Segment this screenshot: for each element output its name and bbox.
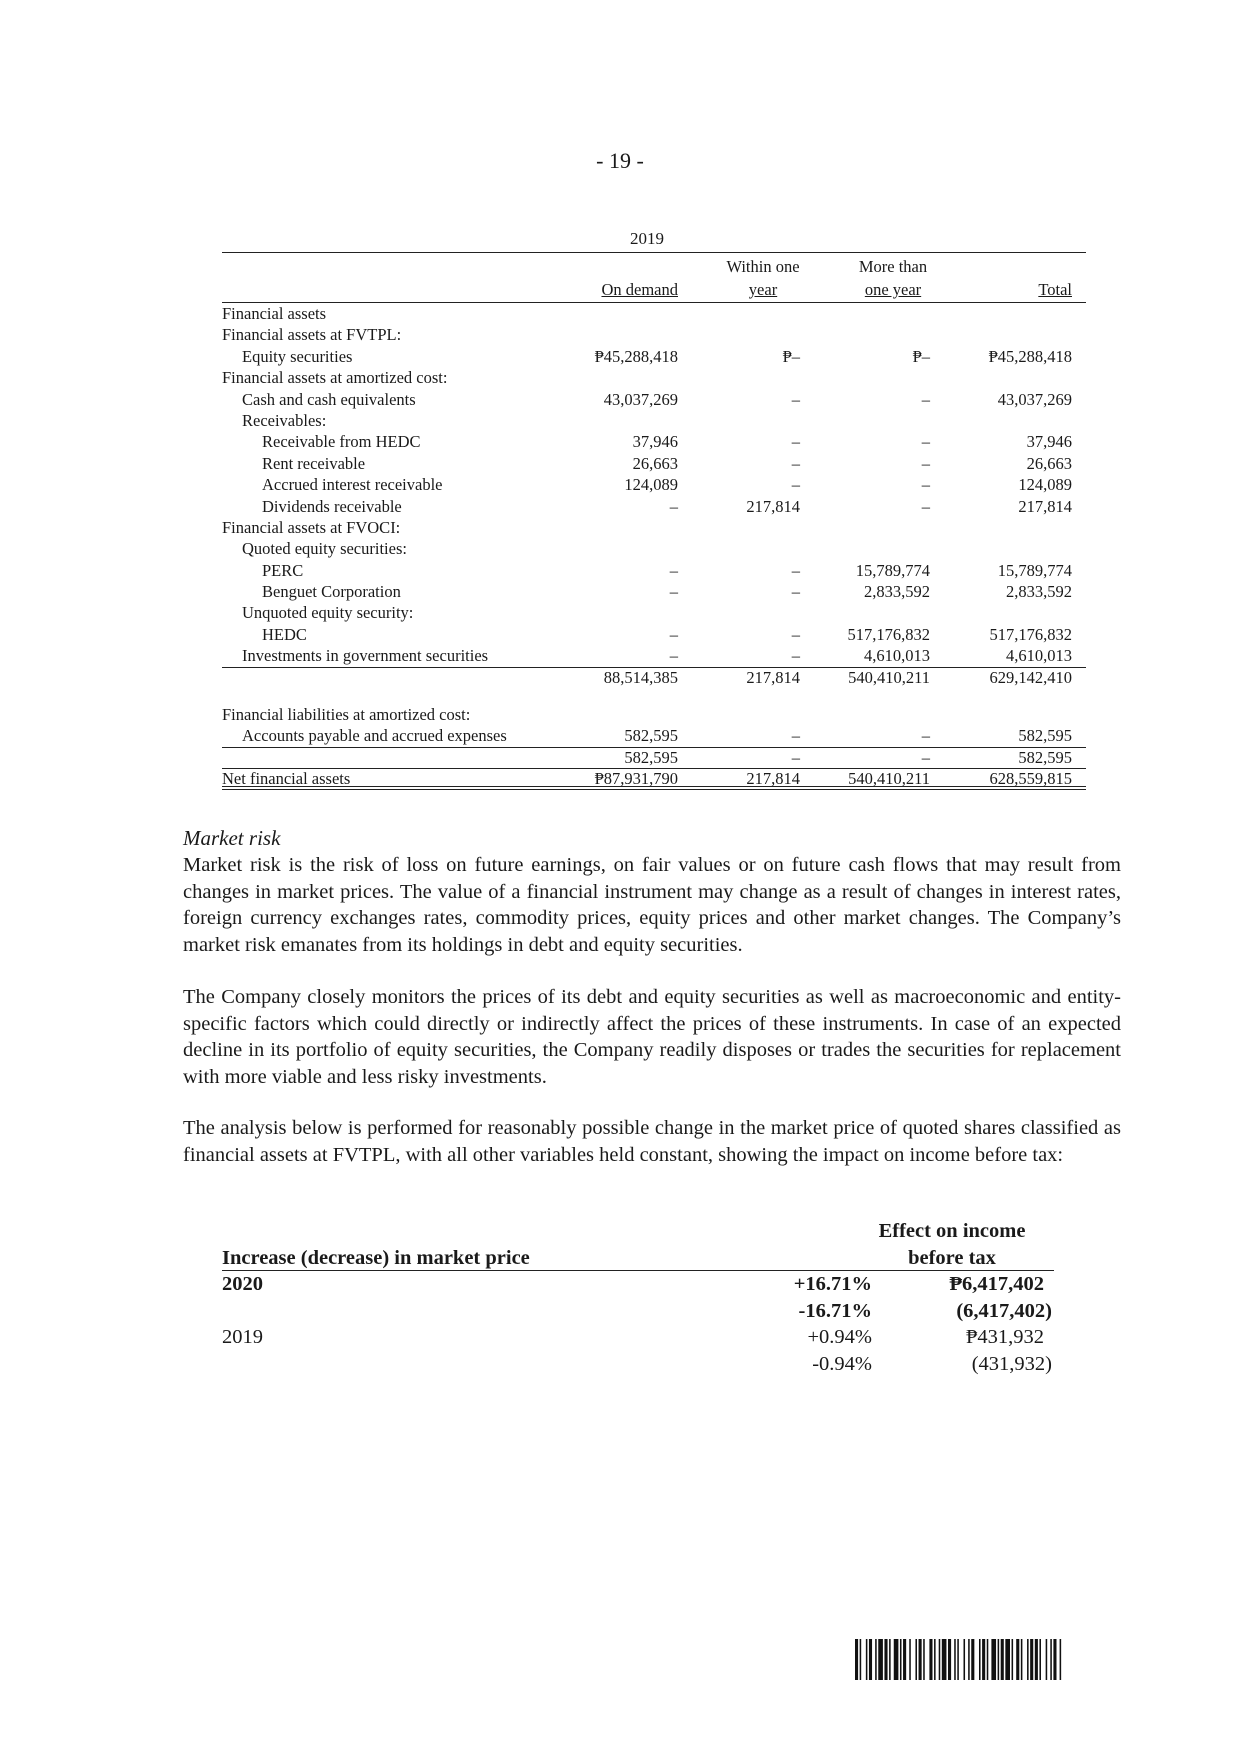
cell-total: ₱45,288,418 <box>988 346 1072 366</box>
market-risk-title: Market risk <box>183 826 281 850</box>
column-headers <box>222 253 1086 303</box>
row-label: PERC <box>262 560 304 580</box>
cell-on-demand: – <box>669 624 678 644</box>
cell-total: 26,663 <box>1026 453 1072 473</box>
table-row <box>222 346 1086 367</box>
cell-more-than-one-year: – <box>921 389 930 409</box>
table-row <box>222 538 1086 559</box>
cell-total: 217,814 <box>1018 496 1072 516</box>
cell-within-one-year: 217,814 <box>746 769 800 789</box>
table-row <box>222 431 1086 452</box>
row-label: Quoted equity securities: <box>242 539 407 559</box>
cell-within-one-year: 217,814 <box>746 667 800 687</box>
row-label: Receivables: <box>242 410 327 430</box>
table-row <box>222 303 1086 324</box>
cell-on-demand: 88,514,385 <box>603 667 678 687</box>
cell-on-demand: 43,037,269 <box>603 389 678 409</box>
cell-on-demand: – <box>669 496 678 516</box>
page-number: - 19 - <box>596 148 644 173</box>
cell-total: 43,037,269 <box>997 389 1072 409</box>
cell-within-one-year: – <box>791 475 800 495</box>
row-label: Equity securities <box>242 346 353 366</box>
year-header <box>222 225 1086 253</box>
table-row <box>222 410 1086 431</box>
row-label: Financial assets at FVTPL: <box>222 325 402 345</box>
cell-within-one-year: – <box>791 726 800 746</box>
cell-on-demand: – <box>669 646 678 666</box>
liabilities-row <box>222 725 1086 746</box>
row-label: Accrued interest receivable <box>262 475 443 495</box>
sensitivity-row-2019-up: 2019 +0.94% ₱431,932 <box>222 1326 1044 1348</box>
liabilities-heading-row <box>222 704 1086 725</box>
table-row <box>222 389 1086 410</box>
row-label: Investments in government securities <box>222 645 488 667</box>
cell-more-than-one-year: 15,789,774 <box>855 560 930 580</box>
cell-total: 517,176,832 <box>989 624 1072 644</box>
cell-within-one-year: – <box>791 389 800 409</box>
cell-total: 4,610,013 <box>1006 646 1072 666</box>
cell-more-than-one-year: 2,833,592 <box>864 582 930 602</box>
cell-total: 124,089 <box>1018 475 1072 495</box>
effect-header-line-1: Effect on income <box>878 1220 1026 1242</box>
cell-on-demand: ₱45,288,418 <box>594 346 678 366</box>
row-label: HEDC <box>262 624 307 644</box>
cell-total: 629,142,410 <box>989 667 1072 687</box>
cell-within-one-year: – <box>791 582 800 602</box>
table-row <box>222 367 1086 388</box>
cell-within-one-year: – <box>791 560 800 580</box>
liabilities-total-row <box>222 747 1086 768</box>
cell-more-than-one-year: – <box>921 475 930 495</box>
cell-within-one-year: – <box>791 646 800 666</box>
sensitivity-table <box>222 1218 1062 1377</box>
table-row <box>222 645 1086 666</box>
market-risk-paragraph-1: Market risk is the risk of loss on future earnings, on fair values or on future cash flows that may result from changes in market prices. The value of a financial instrument may change as a result of changes in interest rates, foreign currency exchanges rates, commodity prices, equity prices and other market changes. The Company’s market risk emanates from its holdings in debt and equity securities. <box>183 854 1121 956</box>
cell-total: 37,946 <box>1026 432 1072 452</box>
cell-within-one-year: – <box>791 624 800 644</box>
market-price-header: Increase (decrease) in market price <box>222 1246 530 1269</box>
cell-on-demand: – <box>669 582 678 602</box>
cell-on-demand: 582,595 <box>624 726 678 746</box>
table-row <box>222 496 1086 517</box>
row-label: Cash and cash equivalents <box>242 389 416 409</box>
market-risk-paragraph-2: The Company closely monitors the prices of its debt and equity securities as well as macroeconomic and entity-specific factors which could directly or indirectly affect the prices of these instruments. In case of an expected decline in its portfolio of equity securities, the Company readily disposes or trades the securities for replacement with more viable and less risky investments. <box>183 986 1121 1088</box>
row-label: Rent receivable <box>262 453 366 473</box>
header-on-demand: On demand <box>601 280 678 299</box>
header-more-than-one-year: More than one year <box>858 257 928 299</box>
cell-on-demand: 124,089 <box>624 475 678 495</box>
row-label: Net financial assets <box>222 769 351 789</box>
cell-on-demand: 582,595 <box>624 747 678 767</box>
cell-on-demand: 37,946 <box>632 432 678 452</box>
cell-more-than-one-year: 540,410,211 <box>848 667 930 687</box>
table-row <box>222 517 1086 538</box>
cell-more-than-one-year: 517,176,832 <box>847 624 930 644</box>
cell-total: 2,833,592 <box>1006 582 1072 602</box>
cell-more-than-one-year: – <box>921 726 930 746</box>
header-total: Total <box>1038 280 1072 299</box>
table-row <box>222 560 1086 581</box>
cell-more-than-one-year: ₱– <box>912 346 930 366</box>
table-row <box>222 453 1086 474</box>
assets-total-row <box>222 667 1086 688</box>
sensitivity-header-row-1 <box>222 1218 1062 1245</box>
row-label: Unquoted equity security: <box>242 603 414 623</box>
table-row <box>222 581 1086 602</box>
cell-within-one-year: 217,814 <box>746 496 800 516</box>
cell-total: 15,789,774 <box>997 560 1072 580</box>
cell-more-than-one-year: – <box>921 747 930 767</box>
net-financial-assets-row <box>222 768 1086 789</box>
sensitivity-header-row-2 <box>222 1245 1062 1272</box>
sensitivity-row-2020-up: 2020 +16.71% ₱6,417,402 <box>222 1273 1044 1295</box>
table-row <box>222 324 1086 345</box>
cell-within-one-year: – <box>791 453 800 473</box>
row-label: Benguet Corporation <box>262 582 401 602</box>
cell-more-than-one-year: 540,410,211 <box>848 769 930 789</box>
cell-on-demand: 26,663 <box>632 453 678 473</box>
cell-more-than-one-year: – <box>921 432 930 452</box>
cell-total: 582,595 <box>1018 726 1072 746</box>
cell-within-one-year: – <box>791 432 800 452</box>
cell-more-than-one-year: 4,610,013 <box>864 646 930 666</box>
cell-on-demand: ₱87,931,790 <box>594 769 678 789</box>
cell-within-one-year: – <box>791 747 800 767</box>
row-label: Financial assets at FVOCI: <box>222 517 401 537</box>
cell-total: 582,595 <box>1018 747 1072 767</box>
sensitivity-row-2019-down: -0.94% (431,932) <box>812 1352 1052 1375</box>
row-label: Receivable from HEDC <box>262 432 421 452</box>
cell-within-one-year: ₱– <box>782 346 800 366</box>
cell-more-than-one-year: – <box>921 496 930 516</box>
cell-on-demand: – <box>669 560 678 580</box>
row-label: Accounts payable and accrued expenses <box>222 725 507 747</box>
cell-more-than-one-year: – <box>921 453 930 473</box>
market-risk-paragraph-3: The analysis below is performed for reasonably possible change in the market price of quoted shares classified as financial assets at FVTPL, with all other variables held constant, showing the impact on income before tax: <box>183 1117 1121 1166</box>
row-label: Financial liabilities at amortized cost: <box>222 705 471 725</box>
effect-header-line-2: before tax <box>908 1246 996 1269</box>
sensitivity-row-2020-down: -16.71% (6,417,402) <box>798 1299 1052 1322</box>
table-row <box>222 474 1086 495</box>
maturity-table-body <box>222 303 1086 790</box>
barcode-image <box>855 1639 1122 1680</box>
row-label: Financial assets at amortized cost: <box>222 368 448 388</box>
header-within-one-year: Within one year <box>726 257 800 299</box>
cell-total: 628,559,815 <box>989 769 1072 789</box>
year-label: 2019 <box>630 229 664 248</box>
maturity-table <box>222 225 1086 790</box>
table-row <box>222 624 1086 645</box>
table-row <box>222 602 1086 623</box>
row-label: Financial assets <box>222 304 327 323</box>
row-label: Dividends receivable <box>262 496 402 516</box>
